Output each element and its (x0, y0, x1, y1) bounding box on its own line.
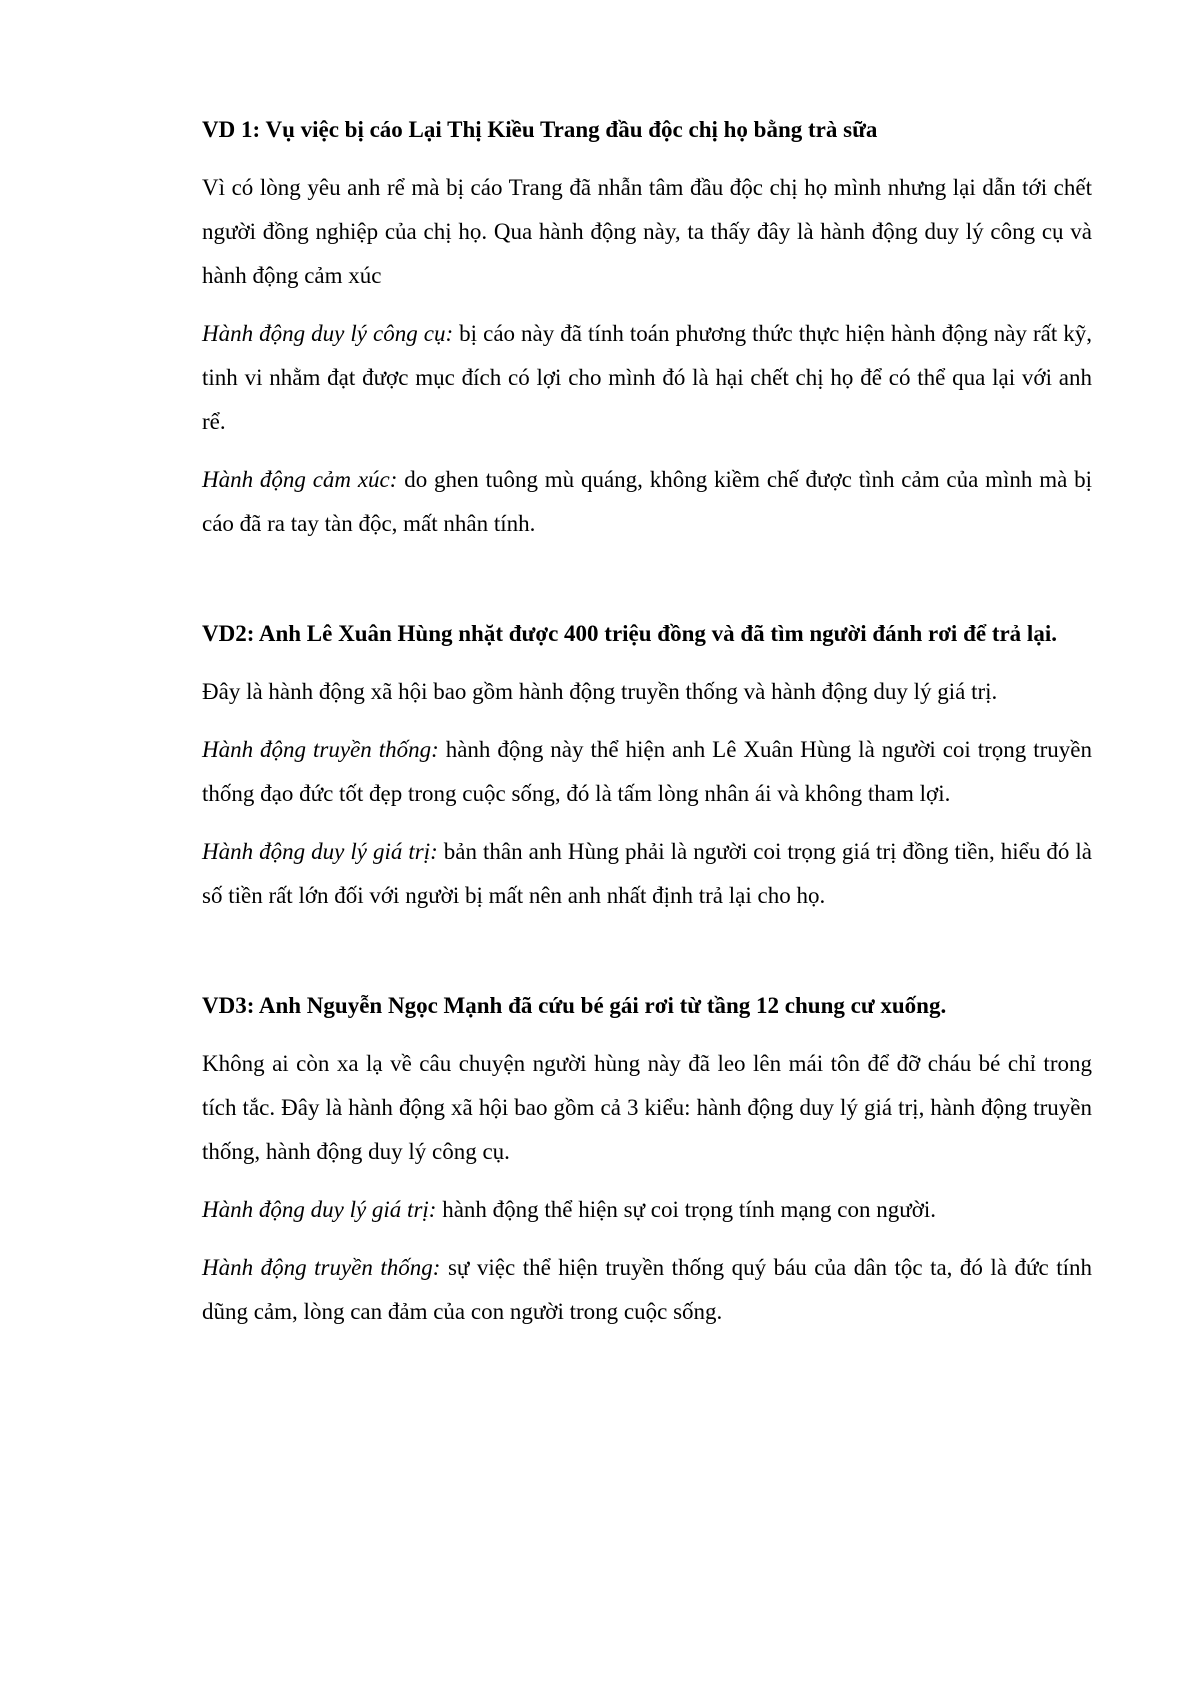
example-section-3 (202, 984, 1092, 1334)
section-intro: Không ai còn xa lạ về câu chuyện người hùng này đã leo lên mái tôn để đỡ cháu bé chỉ trong tích tắc. Đây là hành động xã hội bao gồm cả 3 kiểu: hành động duy lý giá trị, hành động truyền thống, hành động duy lý công cụ. (202, 1051, 1092, 1164)
analysis-item (202, 1188, 1092, 1232)
analysis-item (202, 830, 1092, 918)
section-heading: VD 1: Vụ việc bị cáo Lại Thị Kiều Trang đầu độc chị họ bằng trà sữa (202, 117, 878, 142)
example-section-2 (202, 612, 1092, 918)
document-body (202, 108, 1092, 1348)
action-explanation: hành động thể hiện sự coi trọng tính mạng con người. (436, 1197, 937, 1222)
action-type-term: Hành động duy lý công cụ: (202, 321, 454, 346)
action-type-term: Hành động truyền thống: (202, 737, 439, 762)
action-explanation: bị cáo này đã tính toán phương thức thực hiện hành động này rất kỹ, tinh vi nhằm đạt được mục đích có lợi cho mình đó là hại chết chị họ để có thể qua lại với anh rể. (202, 321, 1092, 434)
section-spacer (202, 932, 1092, 984)
section-heading: VD2: Anh Lê Xuân Hùng nhặt được 400 triệu đồng và đã tìm người đánh rơi để trả lại. (202, 621, 1057, 646)
action-type-term: Hành động duy lý giá trị: (202, 839, 438, 864)
action-type-term: Hành động truyền thống: (202, 1255, 441, 1280)
section-heading: VD3: Anh Nguyễn Ngọc Mạnh đã cứu bé gái rơi từ tầng 12 chung cư xuống. (202, 993, 947, 1018)
analysis-item (202, 728, 1092, 816)
action-explanation: bản thân anh Hùng phải là người coi trọng giá trị đồng tiền, hiểu đó là số tiền rất lớn đối với người bị mất nên anh nhất định trả lại cho họ. (202, 839, 1092, 908)
action-explanation: sự việc thể hiện truyền thống quý báu của dân tộc ta, đó là đức tính dũng cảm, lòng can đảm của con người trong cuộc sống. (202, 1255, 1093, 1324)
example-section-1 (202, 108, 1092, 546)
section-spacer (202, 560, 1092, 612)
analysis-item (202, 312, 1092, 444)
section-intro: Đây là hành động xã hội bao gồm hành động truyền thống và hành động duy lý giá trị. (202, 679, 998, 704)
analysis-item (202, 1246, 1092, 1334)
section-intro: Vì có lòng yêu anh rể mà bị cáo Trang đã nhẫn tâm đầu độc chị họ mình nhưng lại dẫn tới chết người đồng nghiệp của chị họ. Qua hành động này, ta thấy đây là hành động duy lý công cụ và hành động cảm xúc (202, 175, 1092, 288)
action-explanation: do ghen tuông mù quáng, không kiềm chế được tình cảm của mình mà bị cáo đã ra tay tàn độc, mất nhân tính. (202, 467, 1092, 536)
action-type-term: Hành động cảm xúc: (202, 467, 398, 492)
action-explanation: hành động này thể hiện anh Lê Xuân Hùng là người coi trọng truyền thống đạo đức tốt đẹp trong cuộc sống, đó là tấm lòng nhân ái và không tham lợi. (202, 737, 1092, 806)
analysis-item (202, 458, 1092, 546)
action-type-term: Hành động duy lý giá trị: (202, 1197, 437, 1222)
